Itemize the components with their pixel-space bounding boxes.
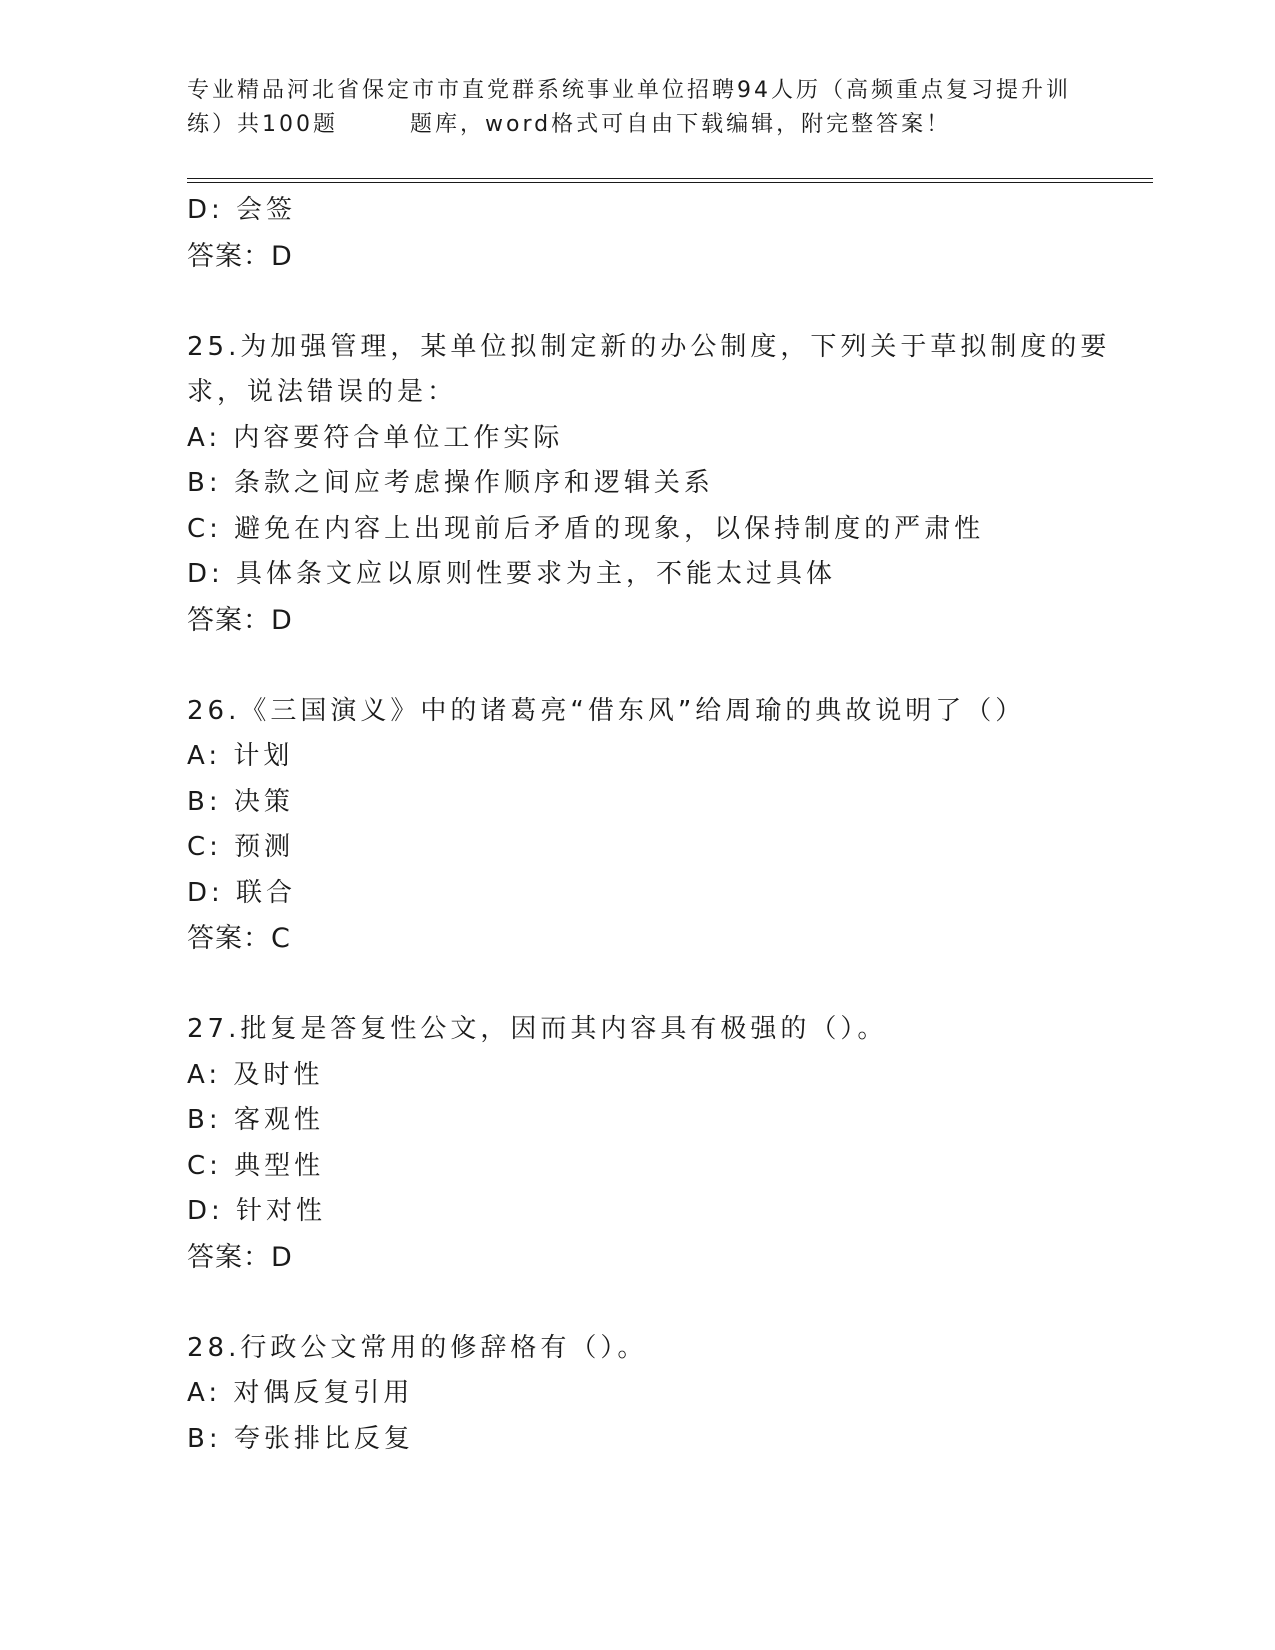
option-line: A: 及时性: [187, 1059, 324, 1090]
option-line: C: 避免在内容上出现前后矛盾的现象，以保持制度的严肃性: [187, 513, 985, 544]
answer-line: 答案：C: [187, 923, 291, 954]
header-title-part-a: 练）共100题: [187, 112, 338, 137]
answer-line: 答案：D: [187, 240, 293, 272]
answer-line: 答案：D: [187, 1241, 293, 1273]
header-divider-top: [187, 178, 1153, 179]
section-spacer: [187, 1280, 1087, 1326]
question-list: [187, 188, 1111, 1462]
option-line: D: 具体条文应以原则性要求为主，不能太过具体: [187, 559, 837, 589]
option-line: B: 客观性: [187, 1105, 324, 1135]
option-line: B: 条款之间应考虑操作顺序和逻辑关系: [187, 468, 714, 498]
option-line: D: 联合: [187, 877, 297, 908]
option-line: A: 对偶反复引用: [187, 1378, 414, 1408]
question-text: 28.行政公文常用的修辞格有（）。: [187, 1332, 648, 1363]
option-line: D: 会签: [187, 195, 297, 225]
option-line: C: 预测: [187, 832, 295, 862]
question-text: 求，说法错误的是：: [187, 377, 458, 407]
section-spacer: [187, 643, 1087, 689]
question-text: 27.批复是答复性公文，因而其内容具有极强的（）。: [187, 1014, 888, 1044]
option-line: A: 内容要符合单位工作实际: [187, 422, 564, 453]
option-line: A: 计划: [187, 741, 294, 771]
option-line: D: 针对性: [187, 1196, 327, 1226]
question-text: 25.为加强管理，某单位拟制定新的办公制度，下列关于草拟制度的要: [187, 331, 1111, 362]
header-title-part-b: 题库，word格式可自由下载编辑，附完整答案！: [410, 112, 952, 137]
question-text: 26.《三国演义》中的诸葛亮“借东风”给周瑜的典故说明了（）: [187, 695, 1026, 726]
header-divider-bottom: [187, 182, 1153, 183]
section-spacer: [187, 962, 1087, 1008]
answer-line: 答案：D: [187, 604, 293, 636]
page-header: [187, 74, 1087, 142]
option-line: B: 决策: [187, 786, 294, 817]
header-title-line-1: 专业精品河北省保定市市直党群系统事业单位招聘94人历（高频重点复习提升训: [187, 78, 1071, 103]
section-spacer: [187, 279, 1087, 325]
header-title-line-2: [187, 108, 1087, 142]
option-line: C: 典型性: [187, 1150, 325, 1181]
option-line: B: 夸张排比反复: [187, 1423, 414, 1454]
